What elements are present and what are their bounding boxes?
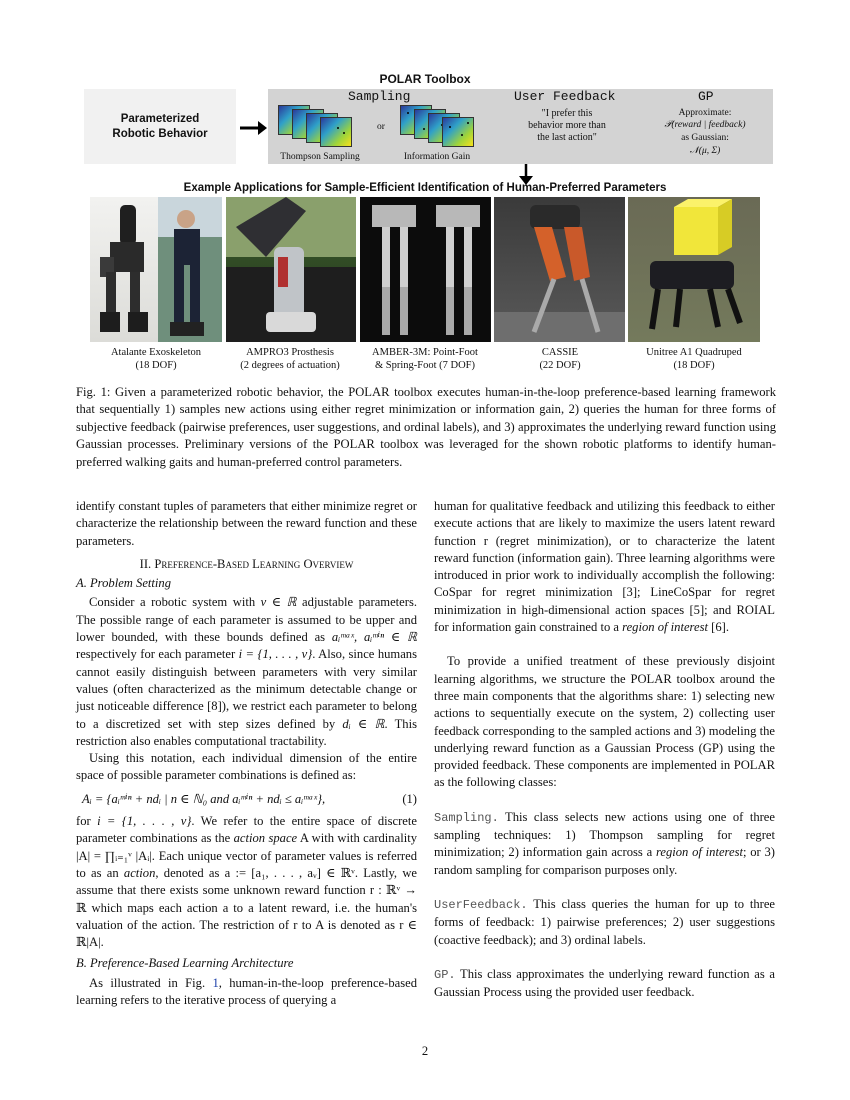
exoskeleton-photo bbox=[90, 197, 222, 342]
figure-toolbox-title: POLAR Toolbox bbox=[379, 72, 471, 86]
userfeedback-class-name: UserFeedback. bbox=[434, 897, 528, 912]
thompson-plots bbox=[278, 105, 368, 153]
platform-caption-cassie: CASSIE (22 DOF) bbox=[539, 347, 581, 371]
or-label: or bbox=[377, 122, 385, 132]
right-column bbox=[434, 498, 775, 1001]
gp-class-name: GP. bbox=[434, 967, 456, 982]
gp-line4: 𝒩(μ, Σ) bbox=[689, 146, 721, 156]
section-heading: II. Preference-Based Learning Overview bbox=[139, 556, 354, 571]
intro-paragraph: identify constant tuples of parameters that either minimize regret or characterize the relationship between the reward function and these parameters. bbox=[76, 499, 417, 548]
equation-body: Aᵢ = {aᵢᵐⁱⁿ + ndᵢ | n ∈ ℕ₀ and aᵢᵐⁱⁿ + ndᵢ ≤ aᵢᵐᵃˣ}, bbox=[82, 791, 326, 806]
architecture-paragraph: As illustrated in Fig. 1, human-in-the-loop preference-based learning refers to the iterative process of querying a bbox=[76, 975, 417, 1008]
platform-caption-ampro3: AMPRO3 Prosthesis (2 degrees of actuation) bbox=[240, 347, 340, 371]
cassie-photo bbox=[494, 197, 625, 342]
right-paragraph-2: To provide a unified treatment of these previously disjoint learning algorithms, we structure the POLAR toolbox around the three main components that the algorithms share: 1) selecting new actions to sequentially execute on the system, 2) collecting user feedback corresponding to the sampled actions and 3) modeling the underlying reward function as a Gaussian Process (GP) using the provided feedback. These components are implemented in POLAR as the following classes: bbox=[434, 654, 775, 790]
right-arrow-icon bbox=[238, 118, 268, 138]
amber-photo bbox=[360, 197, 491, 342]
info-gain-label: Information Gain bbox=[403, 152, 471, 162]
figure-caption: Fig. 1: Given a parameterized robotic behavior, the POLAR toolbox executes human-in-the-loop preference-based learning framework that sequentially 1) samples new actions using either regret minimization or information gain, 2) queries the human for three forms of subjective feedback (pairwise preferences, user suggestions, and ordinal labels), and 3) approximates the underlying reward function using Gaussian processes. Preliminary versions of the POLAR toolbox was leveraged for the shown robotic platforms to identify human-preferred walking gaits and human-preferred control parameters. bbox=[76, 385, 776, 469]
prosthesis-photo bbox=[226, 197, 356, 342]
platform-caption-unitree: Unitree A1 Quadruped (18 DOF) bbox=[646, 347, 742, 371]
behavior-label: Parameterized Robotic Behavior bbox=[112, 112, 208, 140]
sampling-class-name: Sampling. bbox=[434, 810, 499, 825]
action-space-paragraph: for i = {1, . . . , v}. We refer to the entire space of discrete parameter combinations as the action space A with with cardinality |A| = ∏ᵢ₌₁ᵛ |Aᵢ|. Each unique vector of parameter values is referred to as an action, denoted as a := [a₁, . . . , aᵥ] ∈ ℝᵛ. Lastly, we assume that there exists some unknown reward function r : ℝᵛ → ℝ which maps each action a to a latent reward, i.e. the human's valuation of the action. The restriction of r to A is denoted as r ∈ ℝ|A|. bbox=[76, 814, 417, 950]
page-number: 2 bbox=[421, 1044, 429, 1058]
gp-line2: 𝒫(reward | feedback) bbox=[664, 120, 746, 130]
info-gain-plots bbox=[400, 105, 490, 153]
subsection-b-heading: B. Preference-Based Learning Architecture bbox=[76, 956, 294, 971]
applications-title: Example Applications for Sample-Efficient Identification of Human-Preferred Parameters bbox=[183, 182, 667, 194]
toolbox-panel bbox=[268, 89, 773, 164]
problem-setting-paragraph: Consider a robotic system with v ∈ ℝ adjustable parameters. The possible range of each parameter is assumed to be upper and lower bounded, with these bounds defined as aᵢᵐᵃˣ, aᵢᵐⁱⁿ ∈ ℝ respectively for each parameter i = {1, . . . , v}. Also, since humans cannot easily distinguish between parameters with very similar values (often characterized as the minimum detectable change or just noticeable difference [8]), we restrict each parameter to belong to a discretized set with step sizes defined by dᵢ ∈ ℝ. This restriction also enables computational tractability. bbox=[76, 595, 418, 748]
user-feedback-heading: User Feedback bbox=[514, 89, 616, 104]
subsection-a-heading: A. Problem Setting bbox=[76, 576, 172, 591]
behavior-box bbox=[84, 89, 236, 164]
user-feedback-quote: "I prefer this behavior more than the last action" bbox=[528, 108, 606, 143]
right-paragraph-1: human for qualitative feedback and utilizing this feedback to either execute actions that are likely to maximize the users latent reward function r (regret minimization), or to characterize the latent reward function (information gain). Three learning algorithms were introduced in prior work to individually accomplish the following: CoSpar for regret minimization [3]; LineCoSpar for regret minimization in high-dimensional action spaces [5]; and ROIAL for information gain constrained to a region of interest [6]. bbox=[434, 499, 775, 635]
gp-heading: GP bbox=[698, 89, 714, 104]
figure-1-link[interactable]: 1 bbox=[212, 975, 219, 990]
platform-caption-atalante: Atalante Exoskeleton (18 DOF) bbox=[110, 347, 202, 371]
gp-line1: Approximate: bbox=[678, 108, 732, 118]
notation-paragraph: Using this notation, each individual dimension of the entire space of possible parameter combinations is defined as: bbox=[76, 751, 417, 783]
left-column bbox=[76, 498, 417, 1009]
equation-number: (1) bbox=[402, 791, 417, 806]
userfeedback-class-paragraph: UserFeedback. This class queries the human for up to three forms of feedback: 1) pairwise preferences; 2) user suggestions (coactive feedback); and 3) ordinal labels. bbox=[434, 896, 775, 947]
sampling-heading: Sampling bbox=[348, 89, 411, 104]
quadruped-photo bbox=[628, 197, 760, 342]
platform-caption-amber: AMBER-3M: Point-Foot & Spring-Foot (7 DOF) bbox=[372, 347, 478, 371]
sampling-class-paragraph: Sampling. This class selects new actions using one of three sampling techniques: 1) Thompson sampling for regret minimization; 2) information gain across a region of interest; or 3) random sampling for comparison purposes only. bbox=[434, 809, 775, 877]
gp-class-paragraph: GP. This class approximates the underlying reward function as a Gaussian Process using the provided user feedback. bbox=[434, 966, 775, 1000]
gp-line3: as Gaussian: bbox=[681, 133, 729, 143]
thompson-label: Thompson Sampling bbox=[280, 152, 360, 162]
equation-1 bbox=[76, 791, 417, 808]
